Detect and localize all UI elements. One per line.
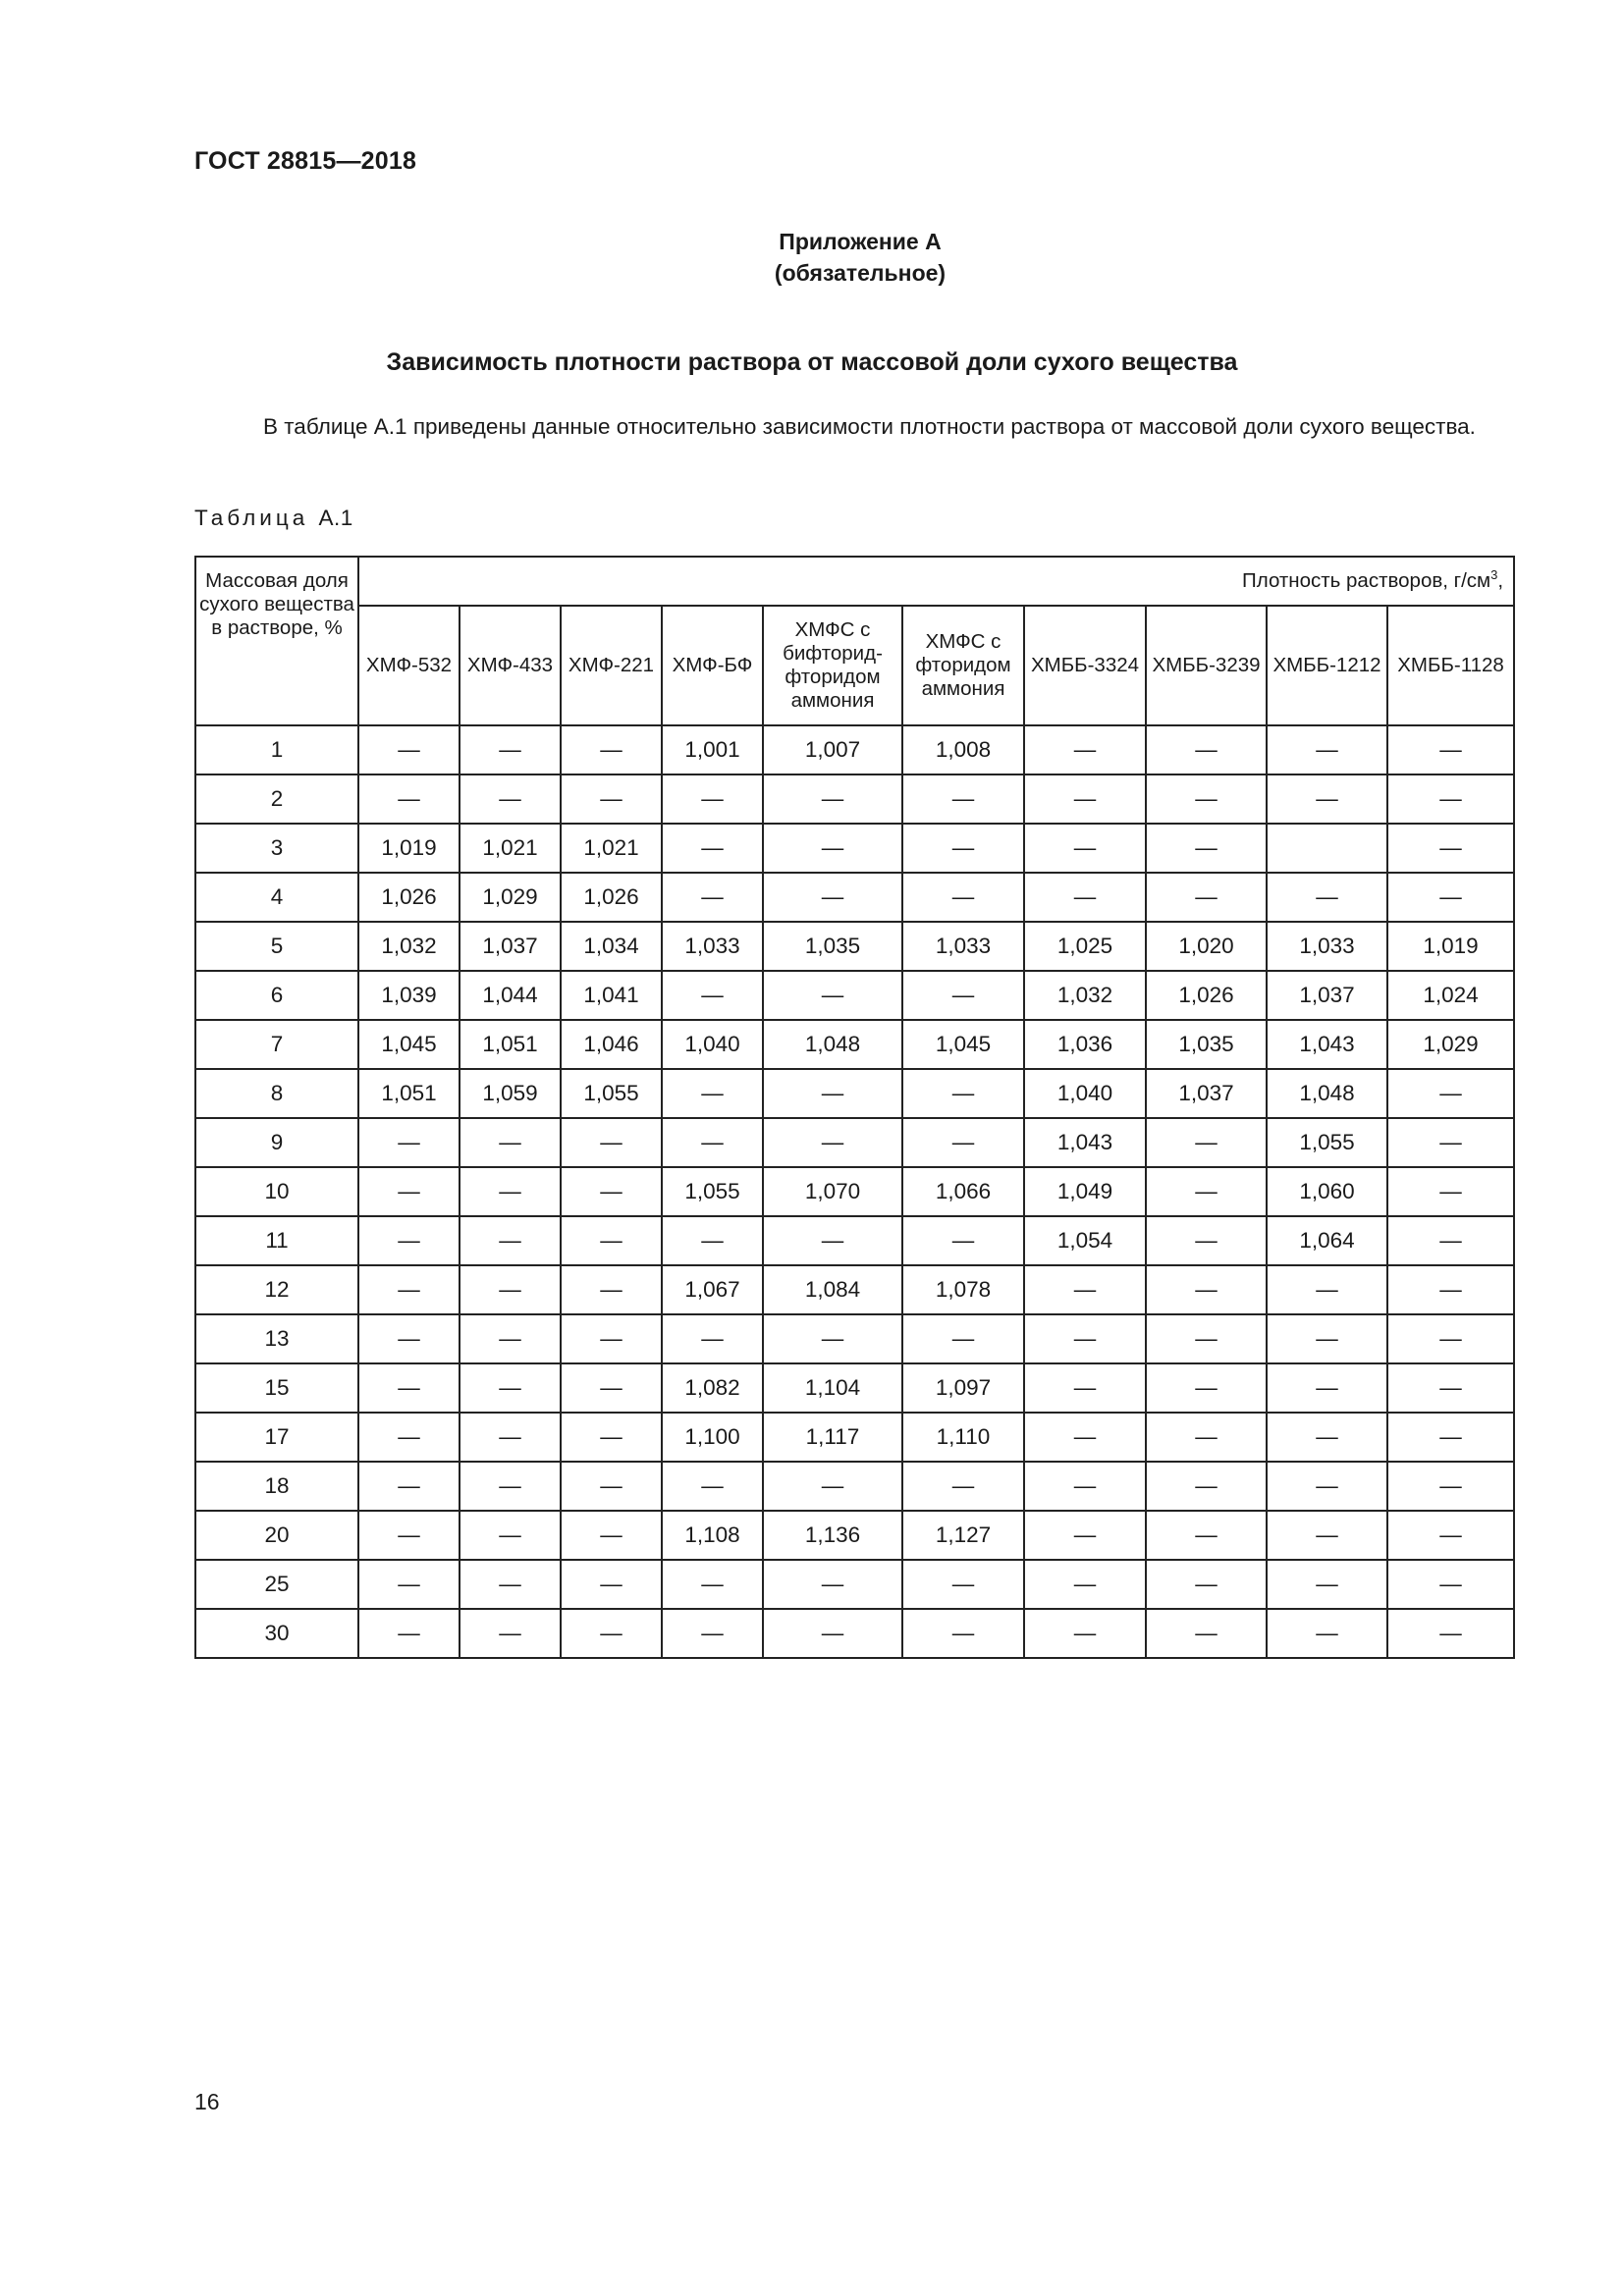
- density-cell: 1,108: [662, 1511, 763, 1560]
- density-cell: —: [1146, 1462, 1267, 1511]
- density-cell: —: [1387, 1511, 1514, 1560]
- density-cell: 1,117: [763, 1413, 902, 1462]
- density-cell: —: [561, 1363, 662, 1413]
- density-cell: —: [1267, 1609, 1387, 1658]
- density-cell: —: [1387, 774, 1514, 824]
- density-cell: —: [902, 774, 1024, 824]
- density-cell: —: [1267, 1560, 1387, 1609]
- mass-fraction-cell: 11: [195, 1216, 358, 1265]
- density-cell: —: [561, 1167, 662, 1216]
- density-cell: —: [763, 1560, 902, 1609]
- density-cell: 1,035: [1146, 1020, 1267, 1069]
- density-cell: —: [1387, 1118, 1514, 1167]
- mass-fraction-cell: 15: [195, 1363, 358, 1413]
- density-cell: 1,020: [1146, 922, 1267, 971]
- column-header: ХМББ-1128: [1387, 606, 1514, 725]
- density-cell: —: [662, 971, 763, 1020]
- density-cell: —: [561, 1413, 662, 1462]
- column-header: ХМББ-3239: [1146, 606, 1267, 725]
- density-cell: —: [763, 1314, 902, 1363]
- mass-fraction-cell: 6: [195, 971, 358, 1020]
- table-row: [195, 1216, 1514, 1265]
- density-cell: 1,048: [1267, 1069, 1387, 1118]
- density-cell: —: [561, 774, 662, 824]
- density-cell: —: [1387, 1167, 1514, 1216]
- density-cell: —: [902, 1462, 1024, 1511]
- density-cell: [1267, 824, 1387, 873]
- density-cell: —: [460, 1609, 561, 1658]
- section-title: Зависимость плотности раствора от массовой доли сухого вещества: [386, 348, 1238, 376]
- density-cell: 1,040: [1024, 1069, 1146, 1118]
- density-cell: —: [358, 1511, 460, 1560]
- table-row: [195, 1462, 1514, 1511]
- density-cell: 1,136: [763, 1511, 902, 1560]
- table-row: [195, 1609, 1514, 1658]
- appendix-status: (обязательное): [774, 260, 947, 286]
- density-cell: —: [460, 1265, 561, 1314]
- density-cell: —: [460, 1167, 561, 1216]
- column-header: ХМББ-1212: [1267, 606, 1387, 725]
- density-cell: —: [1267, 1462, 1387, 1511]
- density-cell: 1,055: [662, 1167, 763, 1216]
- density-cell: —: [358, 1216, 460, 1265]
- density-cell: —: [460, 1118, 561, 1167]
- density-cell: —: [561, 1216, 662, 1265]
- density-cell: —: [662, 1462, 763, 1511]
- table-body: [195, 725, 1514, 1658]
- density-cell: —: [662, 774, 763, 824]
- mass-fraction-cell: 25: [195, 1560, 358, 1609]
- column-header: ХМФ-БФ: [662, 606, 763, 725]
- density-cell: —: [1146, 824, 1267, 873]
- density-cell: —: [1024, 1560, 1146, 1609]
- density-cell: —: [1267, 774, 1387, 824]
- mass-fraction-cell: 5: [195, 922, 358, 971]
- density-cell: —: [763, 873, 902, 922]
- density-cell: —: [561, 1314, 662, 1363]
- density-cell: 1,043: [1024, 1118, 1146, 1167]
- density-cell: —: [902, 1216, 1024, 1265]
- density-cell: 1,051: [358, 1069, 460, 1118]
- density-cell: 1,048: [763, 1020, 902, 1069]
- density-cell: —: [662, 824, 763, 873]
- density-cell: —: [1387, 1560, 1514, 1609]
- density-cell: —: [1024, 1609, 1146, 1658]
- density-cell: —: [1146, 1216, 1267, 1265]
- units-label: Плотность растворов, г/см: [1242, 569, 1491, 592]
- mass-fraction-cell: 10: [195, 1167, 358, 1216]
- density-cell: 1,064: [1267, 1216, 1387, 1265]
- density-cell: —: [1387, 1413, 1514, 1462]
- column-header: ХМФ-221: [561, 606, 662, 725]
- density-cell: —: [763, 1216, 902, 1265]
- mass-fraction-cell: 13: [195, 1314, 358, 1363]
- mass-fraction-cell: 2: [195, 774, 358, 824]
- density-cell: 1,039: [358, 971, 460, 1020]
- density-cell: 1,127: [902, 1511, 1024, 1560]
- appendix-title: Приложение А: [779, 229, 942, 254]
- density-cell: 1,067: [662, 1265, 763, 1314]
- density-cell: —: [460, 1560, 561, 1609]
- density-cell: —: [358, 1560, 460, 1609]
- density-cell: —: [358, 1413, 460, 1462]
- density-cell: —: [1387, 725, 1514, 774]
- density-cell: —: [662, 1118, 763, 1167]
- density-cell: —: [358, 1462, 460, 1511]
- density-cell: —: [460, 1314, 561, 1363]
- density-cell: —: [1024, 1413, 1146, 1462]
- density-cell: 1,041: [561, 971, 662, 1020]
- density-cell: —: [561, 1118, 662, 1167]
- intro-paragraph: В таблице А.1 приведены данные относительно зависимости плотности раствора от массовой доли сухого вещества.: [263, 414, 1476, 439]
- density-cell: 1,029: [1387, 1020, 1514, 1069]
- density-cell: —: [1146, 1118, 1267, 1167]
- mass-fraction-cell: 30: [195, 1609, 358, 1658]
- table-row: [195, 1511, 1514, 1560]
- units-superscript: 3: [1490, 567, 1498, 583]
- density-table: [194, 556, 1515, 1659]
- density-cell: —: [1387, 1609, 1514, 1658]
- density-cell: 1,026: [358, 873, 460, 922]
- table-row: [195, 1118, 1514, 1167]
- density-cell: —: [1146, 873, 1267, 922]
- density-cell: —: [358, 1167, 460, 1216]
- density-cell: 1,060: [1267, 1167, 1387, 1216]
- mass-fraction-header: Массовая доля сухого вещества в растворе, %: [195, 557, 358, 725]
- table-row: [195, 971, 1514, 1020]
- density-cell: 1,037: [1267, 971, 1387, 1020]
- density-cell: 1,029: [460, 873, 561, 922]
- density-cell: —: [1024, 725, 1146, 774]
- appendix-heading: [0, 226, 1624, 289]
- table-row: [195, 1560, 1514, 1609]
- density-cell: —: [902, 1069, 1024, 1118]
- density-cell: 1,045: [358, 1020, 460, 1069]
- density-cell: —: [460, 1216, 561, 1265]
- density-cell: 1,034: [561, 922, 662, 971]
- table-row: [195, 824, 1514, 873]
- density-cell: —: [902, 971, 1024, 1020]
- mass-fraction-cell: 9: [195, 1118, 358, 1167]
- density-cell: 1,066: [902, 1167, 1024, 1216]
- density-cell: —: [902, 1314, 1024, 1363]
- density-cell: 1,045: [902, 1020, 1024, 1069]
- density-cell: 1,097: [902, 1363, 1024, 1413]
- density-cell: 1,008: [902, 725, 1024, 774]
- density-cell: —: [1387, 824, 1514, 873]
- density-cell: —: [1024, 873, 1146, 922]
- density-cell: 1,025: [1024, 922, 1146, 971]
- density-cell: 1,001: [662, 725, 763, 774]
- density-cell: —: [1024, 1462, 1146, 1511]
- density-cell: —: [1387, 1314, 1514, 1363]
- mass-fraction-cell: 8: [195, 1069, 358, 1118]
- density-cell: —: [763, 1609, 902, 1658]
- density-cell: 1,036: [1024, 1020, 1146, 1069]
- density-cell: —: [1146, 1413, 1267, 1462]
- density-cell: 1,026: [1146, 971, 1267, 1020]
- density-cell: —: [561, 1609, 662, 1658]
- column-header: ХМФ-532: [358, 606, 460, 725]
- units-tail: ,: [1497, 569, 1504, 592]
- table-row: [195, 1020, 1514, 1069]
- density-cell: —: [1267, 1511, 1387, 1560]
- mass-fraction-cell: 20: [195, 1511, 358, 1560]
- density-cell: 1,033: [662, 922, 763, 971]
- density-cell: —: [662, 1069, 763, 1118]
- density-cell: 1,055: [561, 1069, 662, 1118]
- density-cell: 1,051: [460, 1020, 561, 1069]
- mass-fraction-cell: 17: [195, 1413, 358, 1462]
- density-cell: —: [1024, 774, 1146, 824]
- table-row: [195, 873, 1514, 922]
- density-cell: 1,019: [1387, 922, 1514, 971]
- density-cell: —: [1267, 1413, 1387, 1462]
- table-row: [195, 922, 1514, 971]
- density-cell: —: [561, 1265, 662, 1314]
- column-headers-row: [195, 606, 1514, 725]
- density-cell: 1,082: [662, 1363, 763, 1413]
- density-cell: —: [358, 1363, 460, 1413]
- density-cell: 1,019: [358, 824, 460, 873]
- density-cell: —: [763, 1069, 902, 1118]
- density-cell: —: [1387, 1462, 1514, 1511]
- density-cell: —: [1387, 1363, 1514, 1413]
- density-cell: 1,026: [561, 873, 662, 922]
- table-row: [195, 774, 1514, 824]
- density-cell: —: [1146, 725, 1267, 774]
- density-cell: —: [358, 1609, 460, 1658]
- density-cell: 1,033: [902, 922, 1024, 971]
- density-cell: —: [460, 774, 561, 824]
- density-cell: —: [902, 1118, 1024, 1167]
- density-cell: 1,104: [763, 1363, 902, 1413]
- density-cell: 1,070: [763, 1167, 902, 1216]
- density-cell: —: [1387, 1069, 1514, 1118]
- density-cell: —: [763, 774, 902, 824]
- density-cell: 1,037: [1146, 1069, 1267, 1118]
- density-cell: —: [902, 873, 1024, 922]
- mass-fraction-cell: 1: [195, 725, 358, 774]
- table-caption-number: А.1: [318, 506, 353, 530]
- density-cell: —: [561, 725, 662, 774]
- density-cell: —: [763, 824, 902, 873]
- density-cell: —: [1024, 1314, 1146, 1363]
- density-cell: —: [1146, 1167, 1267, 1216]
- page-number: 16: [194, 2089, 220, 2114]
- density-cell: —: [662, 1609, 763, 1658]
- table-caption: [194, 506, 353, 531]
- density-cell: —: [460, 725, 561, 774]
- density-cell: 1,037: [460, 922, 561, 971]
- table-header-row: [195, 557, 1514, 606]
- density-cell: —: [1387, 873, 1514, 922]
- density-cell: —: [902, 1560, 1024, 1609]
- density-cell: 1,084: [763, 1265, 902, 1314]
- density-cell: 1,046: [561, 1020, 662, 1069]
- density-cell: 1,024: [1387, 971, 1514, 1020]
- density-cell: —: [561, 1560, 662, 1609]
- document-code: ГОСТ 28815—2018: [194, 147, 417, 175]
- density-cell: 1,043: [1267, 1020, 1387, 1069]
- density-cell: —: [662, 1314, 763, 1363]
- density-cell: 1,032: [358, 922, 460, 971]
- density-cell: —: [662, 873, 763, 922]
- table-row: [195, 1363, 1514, 1413]
- density-cell: —: [358, 725, 460, 774]
- density-cell: —: [1024, 1363, 1146, 1413]
- density-cell: —: [662, 1216, 763, 1265]
- density-cell: —: [1267, 873, 1387, 922]
- density-cell: 1,035: [763, 922, 902, 971]
- density-cell: —: [1024, 1265, 1146, 1314]
- mass-fraction-cell: 4: [195, 873, 358, 922]
- density-cell: 1,044: [460, 971, 561, 1020]
- density-cell: —: [561, 1511, 662, 1560]
- density-cell: —: [1146, 1609, 1267, 1658]
- density-cell: 1,055: [1267, 1118, 1387, 1167]
- density-cell: —: [1267, 1265, 1387, 1314]
- density-cell: —: [1024, 1511, 1146, 1560]
- density-cell: 1,032: [1024, 971, 1146, 1020]
- density-cell: —: [561, 1462, 662, 1511]
- density-cell: —: [1024, 824, 1146, 873]
- density-units-header: [358, 557, 1514, 606]
- density-cell: —: [1267, 1314, 1387, 1363]
- column-header: ХМФС с бифторид-фторидом аммония: [763, 606, 902, 725]
- density-cell: —: [460, 1511, 561, 1560]
- density-cell: —: [1146, 774, 1267, 824]
- density-cell: 1,100: [662, 1413, 763, 1462]
- density-cell: 1,054: [1024, 1216, 1146, 1265]
- density-cell: —: [902, 824, 1024, 873]
- mass-fraction-cell: 18: [195, 1462, 358, 1511]
- column-header: ХМФ-433: [460, 606, 561, 725]
- mass-fraction-cell: 7: [195, 1020, 358, 1069]
- table-row: [195, 1413, 1514, 1462]
- density-cell: —: [1146, 1314, 1267, 1363]
- density-cell: —: [1387, 1216, 1514, 1265]
- density-cell: 1,059: [460, 1069, 561, 1118]
- density-cell: —: [763, 1462, 902, 1511]
- mass-fraction-cell: 12: [195, 1265, 358, 1314]
- table-row: [195, 725, 1514, 774]
- density-cell: —: [763, 971, 902, 1020]
- density-cell: 1,110: [902, 1413, 1024, 1462]
- table-row: [195, 1314, 1514, 1363]
- density-cell: —: [1387, 1265, 1514, 1314]
- density-cell: —: [460, 1363, 561, 1413]
- table-row: [195, 1069, 1514, 1118]
- density-cell: 1,078: [902, 1265, 1024, 1314]
- density-cell: —: [358, 1118, 460, 1167]
- density-cell: —: [460, 1462, 561, 1511]
- density-cell: —: [763, 1118, 902, 1167]
- table-row: [195, 1167, 1514, 1216]
- density-cell: —: [460, 1413, 561, 1462]
- density-cell: —: [902, 1609, 1024, 1658]
- density-cell: —: [358, 1314, 460, 1363]
- mass-fraction-cell: 3: [195, 824, 358, 873]
- column-header: ХМББ-3324: [1024, 606, 1146, 725]
- table-caption-word: Таблица: [194, 506, 309, 530]
- density-cell: 1,021: [460, 824, 561, 873]
- density-cell: —: [1146, 1363, 1267, 1413]
- density-cell: —: [1146, 1265, 1267, 1314]
- density-cell: —: [358, 774, 460, 824]
- density-cell: —: [358, 1265, 460, 1314]
- density-cell: 1,007: [763, 725, 902, 774]
- density-cell: 1,021: [561, 824, 662, 873]
- table-row: [195, 1265, 1514, 1314]
- density-cell: 1,033: [1267, 922, 1387, 971]
- density-cell: —: [1146, 1511, 1267, 1560]
- density-cell: 1,049: [1024, 1167, 1146, 1216]
- density-cell: —: [1267, 1363, 1387, 1413]
- density-cell: —: [1267, 725, 1387, 774]
- column-header: ХМФС с фторидом аммония: [902, 606, 1024, 725]
- density-cell: 1,040: [662, 1020, 763, 1069]
- density-cell: —: [662, 1560, 763, 1609]
- density-cell: —: [1146, 1560, 1267, 1609]
